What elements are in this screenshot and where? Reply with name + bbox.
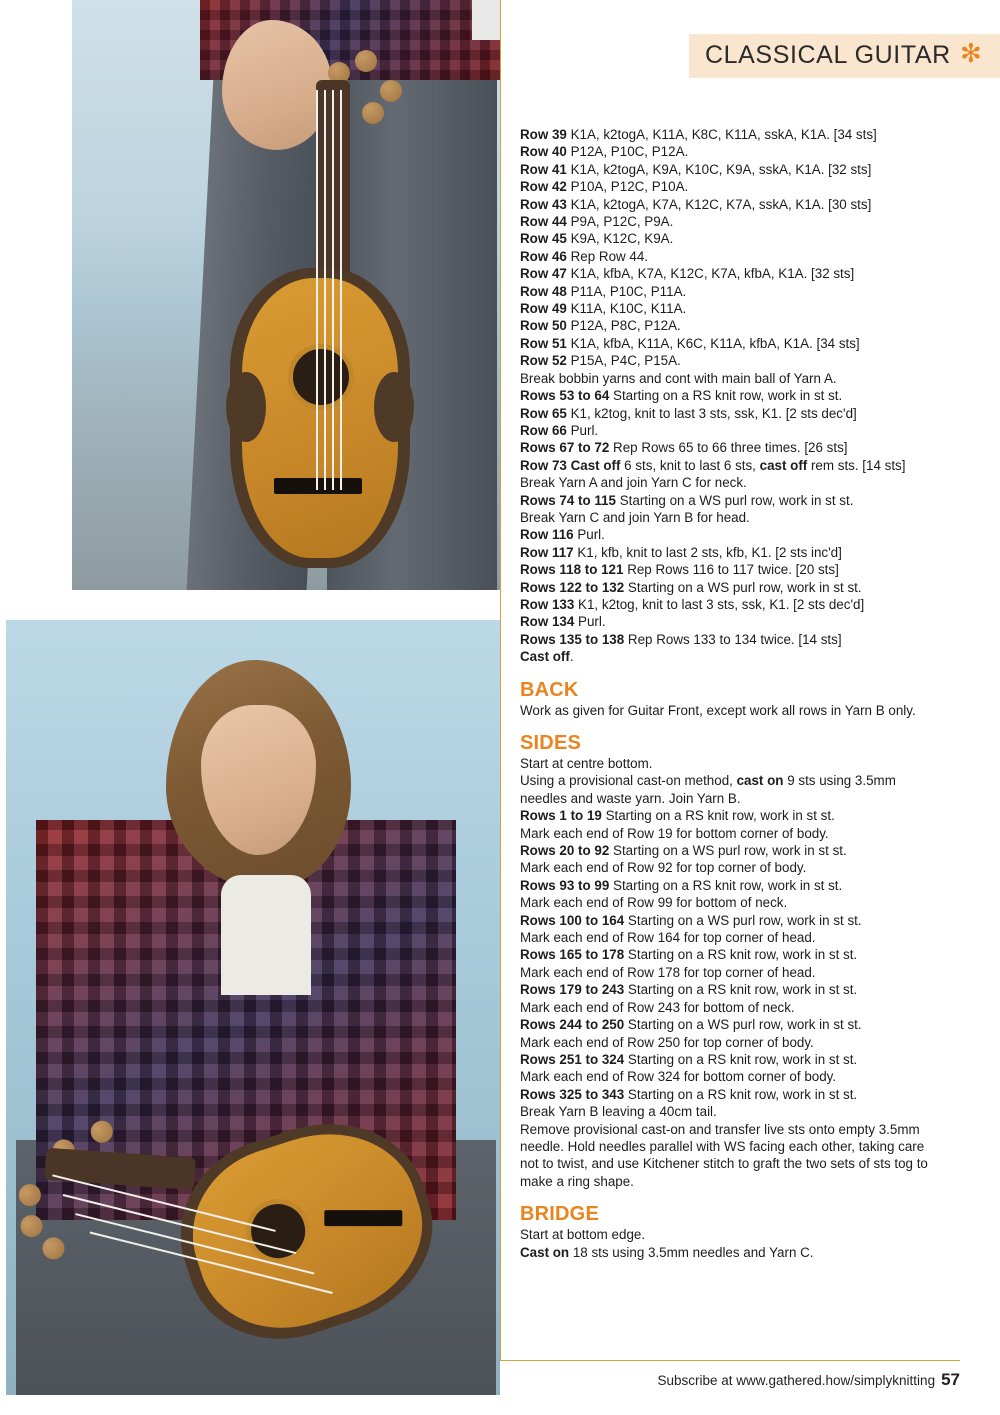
row-label: Rows 1 to 19: [520, 808, 602, 824]
pattern-row: [520, 492, 940, 509]
row-text: Mark each end of Row 243 for bottom of neck.: [520, 999, 795, 1015]
page-number: 57: [941, 1370, 960, 1389]
pattern-row: [520, 807, 940, 824]
pattern-row: [520, 248, 940, 265]
row-text: Starting on a WS purl row, work in st st.: [624, 1017, 862, 1033]
pattern-row: [520, 196, 940, 213]
pattern-note: [520, 929, 940, 946]
row-label: Row 66: [520, 422, 567, 438]
row-text: Starting on a WS purl row, work in st st.: [609, 843, 847, 859]
intro-bold: cast on: [736, 773, 784, 789]
intro-post: 9 sts using 3.5mm needles and waste yarn. Join Yarn B.: [520, 773, 896, 806]
pattern-row: [520, 561, 940, 578]
row-text: K1A, k2togA, K7A, K12C, K7A, sskA, K1A. [30 sts]: [566, 196, 872, 212]
row-label: Rows 135 to 138: [520, 631, 625, 647]
pattern-row: [520, 387, 940, 404]
pattern-row: [520, 178, 940, 195]
tuning-peg-icon: [88, 1118, 116, 1146]
pattern-row: [520, 230, 940, 247]
row-label-inline: cast off: [759, 457, 808, 473]
guitar-string: [332, 90, 334, 490]
row-label: Row 42: [520, 179, 567, 195]
pattern-row: [520, 842, 940, 859]
row-text: Mark each end of Row 324 for bottom corner of body.: [520, 1069, 837, 1085]
pattern-row: [520, 422, 940, 439]
row-text: Mark each end of Row 99 for bottom of neck.: [520, 895, 788, 911]
pattern-row: [520, 877, 940, 894]
row-label: Rows 74 to 115: [520, 492, 617, 508]
row-text: Starting on a WS purl row, work in st st.: [616, 492, 854, 508]
guitar-waist-left: [226, 372, 266, 442]
row-label: Row 73 Cast off: [520, 457, 621, 473]
pattern-row: [520, 143, 940, 160]
pattern-note: [520, 474, 940, 491]
pattern-row: [520, 1016, 940, 1033]
row-label: Row 50: [520, 318, 567, 334]
section-heading-back: BACK: [520, 678, 579, 701]
guitar-string: [340, 90, 342, 490]
row-text: .: [569, 649, 574, 665]
row-text: Starting on a RS knit row, work in st st.: [624, 1051, 858, 1067]
row-label: Row 52: [520, 353, 567, 369]
row-text: Rep Rows 65 to 66 three times. [26 sts]: [609, 440, 848, 456]
row-text: P10A, P12C, P10A.: [566, 179, 689, 195]
pattern-row: [520, 648, 940, 665]
section-heading-bridge: BRIDGE: [520, 1203, 599, 1226]
row-label: Rows 122 to 132: [520, 579, 625, 595]
row-text: Break Yarn B leaving a 40cm tail.: [520, 1104, 717, 1120]
pattern-row: [520, 457, 940, 474]
bridge-text: 18 sts using 3.5mm needles and Yarn C.: [569, 1244, 814, 1260]
pattern-row: [520, 265, 940, 282]
row-text: Break Yarn A and join Yarn C for neck.: [520, 475, 747, 491]
pattern-row: [520, 1086, 940, 1103]
pattern-note: [520, 370, 940, 387]
photo-child-seated-with-knitted-guitar: [6, 620, 500, 1395]
row-label: Rows 93 to 99: [520, 877, 610, 893]
row-text-tail: rem sts. [14 sts]: [807, 457, 906, 473]
row-text: K1A, k2togA, K11A, K8C, K11A, sskA, K1A. [34 sts]: [566, 127, 877, 142]
pattern-note: [520, 1103, 940, 1120]
row-text: Rep Rows 133 to 134 twice. [14 sts]: [624, 631, 842, 647]
row-label: Row 65: [520, 405, 567, 421]
tuning-peg-icon: [16, 1181, 44, 1209]
row-text: Break bobbin yarns and cont with main ball of Yarn A.: [520, 370, 837, 386]
row-label: Rows 244 to 250: [520, 1017, 625, 1033]
white-tshirt: [221, 875, 311, 995]
row-text: P15A, P4C, P15A.: [566, 353, 681, 369]
row-text: K1A, kfbA, K7A, K12C, K7A, kfbA, K1A. [32 sts]: [566, 266, 855, 282]
bridge-line-1: Start at bottom edge.: [520, 1227, 646, 1243]
pattern-note: [520, 859, 940, 876]
asterisk-flower-icon: ✻: [960, 38, 982, 68]
row-text: Remove provisional cast-on and transfer live sts onto empty 3.5mm needle. Hold needles parallel with WS facing each other, taking care not to twist, and use Kitchener stitch to graft the two sets of sts tog to make a ring shape.: [520, 1121, 928, 1189]
bridge-line-2: [520, 1244, 940, 1261]
row-text: Purl.: [574, 614, 606, 630]
pattern-row: [520, 613, 940, 630]
pattern-row: [520, 946, 940, 963]
row-label: Rows 53 to 64: [520, 388, 610, 404]
column-divider: [500, 0, 501, 1360]
row-text: Starting on a RS knit row, work in st st.: [609, 388, 843, 404]
white-tshirt: [472, 0, 500, 40]
row-label: Row 39: [520, 127, 567, 142]
pattern-note: [520, 894, 940, 911]
pattern-row: [520, 283, 940, 300]
pattern-note: [520, 1121, 940, 1191]
guitar-bridge: [324, 1210, 402, 1226]
pattern-row: [520, 317, 940, 334]
sides-intro-1: Start at centre bottom.: [520, 756, 653, 771]
row-text: Mark each end of Row 164 for top corner of head.: [520, 930, 816, 946]
row-text: Starting on a RS knit row, work in st st.: [601, 808, 835, 824]
pattern-row: [520, 161, 940, 178]
row-text: Starting on a RS knit row, work in st st.: [624, 947, 858, 963]
guitar-neck: [44, 1148, 196, 1190]
photo-child-holding-knitted-guitar-standing: [72, 0, 500, 590]
tuning-peg-icon: [362, 102, 384, 124]
row-text: K1, kfb, knit to last 2 sts, kfb, K1. [2 sts inc'd]: [573, 544, 842, 560]
row-label: Rows 100 to 164: [520, 912, 625, 928]
row-text: Rep Rows 116 to 117 twice. [20 sts]: [623, 562, 839, 578]
pattern-row: [520, 579, 940, 596]
row-text: Starting on a RS knit row, work in st st.: [609, 877, 843, 893]
section-heading-sides: SIDES: [520, 732, 582, 754]
tuning-peg-icon: [18, 1212, 46, 1240]
row-label: Row 41: [520, 161, 567, 177]
pattern-body: [520, 126, 940, 1261]
pattern-row: [520, 335, 940, 352]
tuning-peg-icon: [355, 50, 377, 72]
row-label: Row 47: [520, 266, 567, 282]
row-label: Row 40: [520, 144, 567, 160]
row-text: Starting on a RS knit row, work in st st.: [624, 982, 858, 998]
pattern-row: [520, 213, 940, 230]
pattern-note: [520, 1034, 940, 1051]
sound-hole: [288, 344, 354, 410]
row-label: Cast off: [520, 649, 570, 665]
subscribe-text: Subscribe at www.gathered.how/simplyknitting: [657, 1373, 936, 1388]
row-text: P11A, P10C, P11A.: [566, 283, 687, 299]
row-label: Row 43: [520, 196, 567, 212]
tuning-peg-icon: [380, 80, 402, 102]
footer-divider: [500, 1360, 960, 1361]
row-text: Starting on a RS knit row, work in st st.: [624, 1086, 858, 1102]
pattern-note: [520, 1068, 940, 1085]
row-label: Rows 67 to 72: [520, 440, 610, 456]
page-footer: [520, 1370, 960, 1390]
row-text: Mark each end of Row 92 for top corner of body.: [520, 860, 807, 876]
intro-pre: Using a provisional cast-on method,: [520, 773, 737, 789]
row-label: Row 133: [520, 596, 575, 612]
guitar-string: [324, 90, 326, 490]
row-label: Rows 179 to 243: [520, 982, 625, 998]
pattern-note: [520, 964, 940, 981]
pattern-row: [520, 526, 940, 543]
pattern-row: [520, 126, 940, 143]
row-text: Mark each end of Row 19 for bottom corner of body.: [520, 825, 829, 841]
row-label: Row 117: [520, 544, 574, 560]
row-text: K1, k2tog, knit to last 3 sts, ssk, K1. [2 sts dec'd]: [574, 596, 865, 612]
pattern-row: [520, 596, 940, 613]
tuning-peg-icon: [40, 1235, 68, 1263]
row-label: Rows 251 to 324: [520, 1051, 625, 1067]
knitted-guitar-toy: [212, 120, 427, 570]
pattern-row: [520, 981, 940, 998]
pattern-row: [520, 352, 940, 369]
sides-intro-2: [520, 772, 940, 807]
row-label: Row 49: [520, 301, 567, 317]
row-text: K1A, k2togA, K9A, K10C, K9A, sskA, K1A. [32 sts]: [566, 161, 872, 177]
page-title: CLASSICAL GUITAR: [705, 41, 951, 69]
row-text: P9A, P12C, P9A.: [566, 214, 674, 230]
row-text: Mark each end of Row 178 for top corner of head.: [520, 964, 816, 980]
bridge-bold: Cast on: [520, 1244, 570, 1260]
guitar-string: [316, 90, 318, 490]
row-label: Row 134: [520, 614, 575, 630]
row-text: Mark each end of Row 250 for top corner of body.: [520, 1034, 814, 1050]
row-text: 6 sts, knit to last 6 sts,: [620, 457, 760, 473]
pattern-note: [520, 825, 940, 842]
row-label: Rows 20 to 92: [520, 843, 610, 859]
pattern-row: [520, 439, 940, 456]
pattern-row: [520, 631, 940, 648]
row-text: Starting on a WS purl row, work in st st.: [624, 579, 862, 595]
pattern-row: [520, 300, 940, 317]
row-label: Row 46: [520, 248, 567, 264]
row-label: Row 44: [520, 214, 567, 230]
row-text: P12A, P8C, P12A.: [566, 318, 681, 334]
row-label: Row 45: [520, 231, 567, 247]
row-text: Starting on a WS purl row, work in st st.: [624, 912, 862, 928]
row-text: K9A, K12C, K9A.: [566, 231, 674, 247]
row-label: Rows 325 to 343: [520, 1086, 625, 1102]
pattern-row: [520, 1051, 940, 1068]
pattern-note: [520, 999, 940, 1016]
row-text: Purl.: [573, 527, 605, 543]
row-label: Rows 165 to 178: [520, 947, 625, 963]
row-text: Break Yarn C and join Yarn B for head.: [520, 509, 750, 525]
row-text: K11A, K10C, K11A.: [566, 301, 687, 317]
row-text: K1A, kfbA, K11A, K6C, K11A, kfbA, K1A. [34 sts]: [566, 335, 860, 351]
guitar-waist-right: [374, 372, 414, 442]
row-label: Row 51: [520, 335, 567, 351]
row-text: P12A, P10C, P12A.: [566, 144, 689, 160]
guitar-bridge: [274, 478, 362, 494]
pattern-note: [520, 509, 940, 526]
row-text: Rep Row 44.: [566, 248, 649, 264]
pattern-text-column: [520, 0, 982, 1415]
pattern-row: [520, 405, 940, 422]
pattern-row: [520, 912, 940, 929]
row-label: Row 116: [520, 527, 574, 543]
back-body: Work as given for Guitar Front, except work all rows in Yarn B only.: [520, 702, 916, 718]
row-label: Row 48: [520, 283, 567, 299]
pattern-row: [520, 544, 940, 561]
row-text: K1, k2tog, knit to last 3 sts, ssk, K1. [2 sts dec'd]: [566, 405, 857, 421]
row-text: Purl.: [566, 422, 599, 438]
row-label: Rows 118 to 121: [520, 562, 624, 578]
